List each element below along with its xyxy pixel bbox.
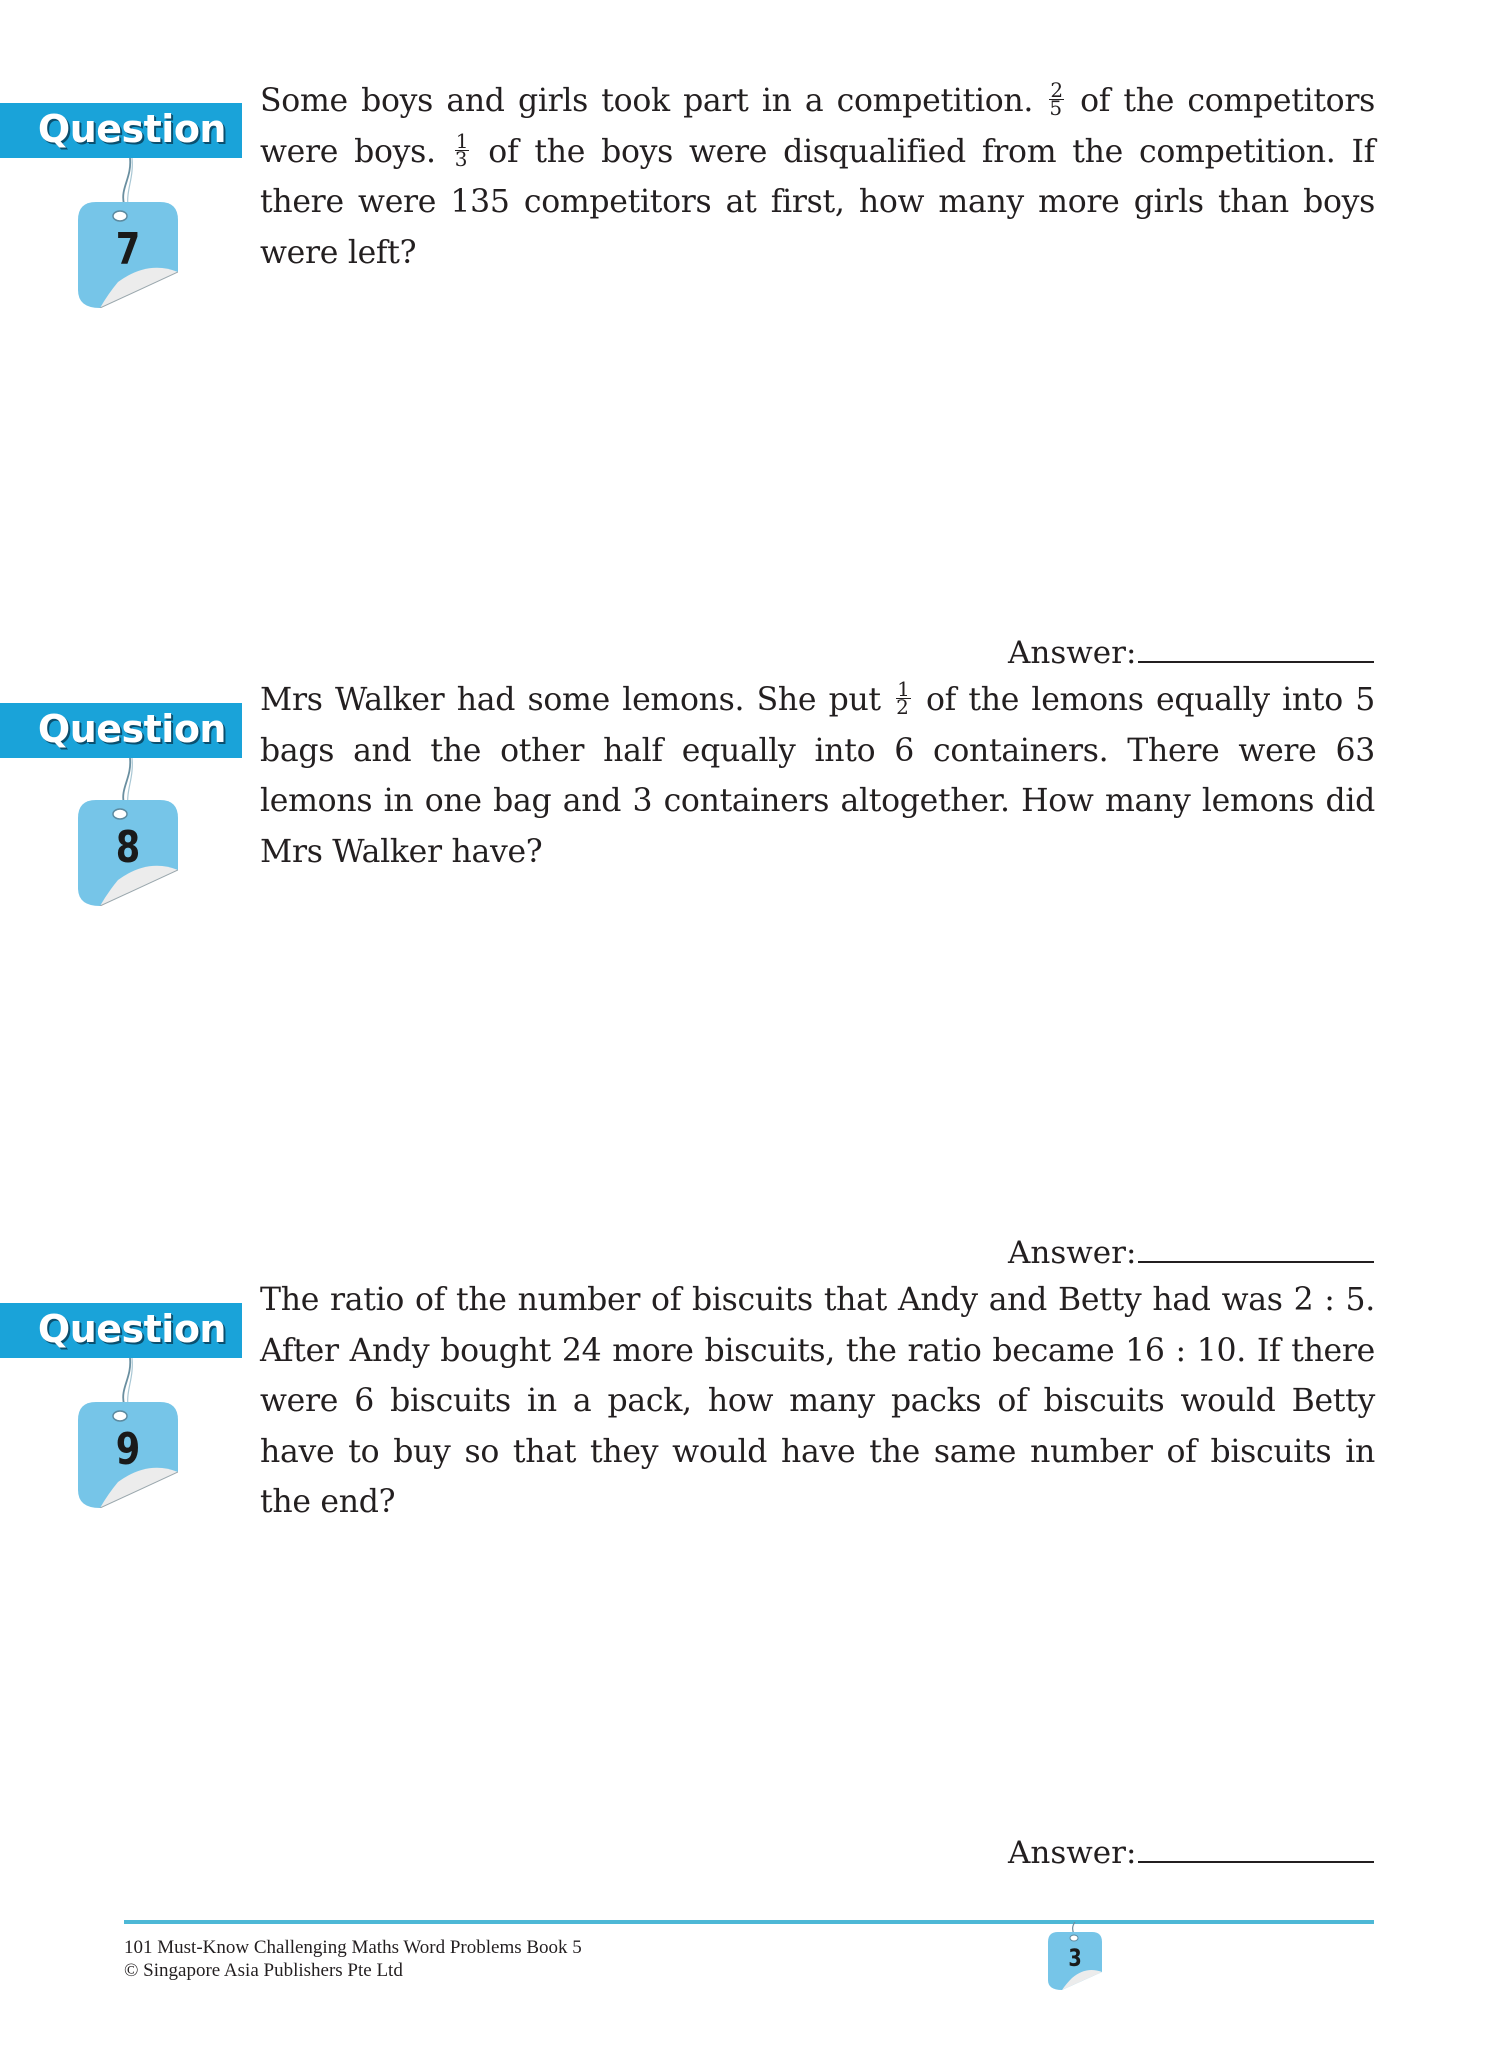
- answer-label: Answer:: [1008, 1835, 1137, 1871]
- copyright: © Singapore Asia Publishers Pte Ltd: [124, 1960, 403, 1981]
- fraction-numerator: 1: [455, 128, 469, 153]
- question-number-tag: [78, 800, 178, 906]
- fraction-numerator: 1: [897, 677, 910, 701]
- question-label: Question: [37, 707, 226, 751]
- fraction: [1049, 78, 1063, 120]
- question-text: [260, 675, 1375, 877]
- fraction: [896, 677, 910, 719]
- book-title: 101 Must-Know Challenging Maths Word Problems Book 5: [124, 1937, 582, 1958]
- question-text-part: of the boys were disqualified from the competition. If there were 135 competitors at first, how many more girls than boys were left?: [260, 133, 1375, 271]
- question-9: [0, 1282, 1505, 1903]
- answer-field[interactable]: [1138, 1861, 1374, 1863]
- question-text-part: of the lemons equally into 5 bags and the other half equally into 6 containers. There were 63 lemons in one bag and 3 containers altogether. How many lemons did Mrs Walker have?: [260, 682, 1375, 870]
- question-banner: [0, 1303, 242, 1358]
- fraction: [454, 128, 469, 171]
- question-text: [260, 1275, 1375, 1528]
- question-number: 7: [115, 224, 141, 275]
- fraction-denominator: 2: [896, 695, 909, 719]
- question-number-tag: [78, 1402, 178, 1508]
- question-number-tag: [78, 202, 178, 308]
- question-text: [260, 76, 1375, 278]
- fraction-denominator: 5: [1049, 96, 1062, 120]
- answer-field[interactable]: [1138, 661, 1374, 663]
- question-banner: [0, 703, 242, 758]
- question-banner: [0, 103, 242, 158]
- question-7: [0, 78, 1505, 703]
- fraction-denominator: 3: [454, 146, 468, 171]
- question-number: 8: [115, 822, 141, 873]
- question-label: Question: [37, 107, 226, 151]
- page-number-tag: [1048, 1922, 1102, 1992]
- question-label: Question: [37, 1307, 226, 1351]
- question-8: [0, 677, 1505, 1303]
- question-text-part: Some boys and girls took part in a competition.: [260, 83, 1034, 119]
- question-text-part: The ratio of the number of biscuits that Andy and Betty had was 2 : 5. After Andy bought 24 more biscuits, the ratio became 16 : 10. If there were 6 biscuits in a pack, how many packs of biscuits would Betty have to buy so that they would have the same number of biscuits in the end?: [260, 1282, 1375, 1520]
- footer-credits: [124, 1936, 582, 1982]
- page-number: 3: [1068, 1944, 1082, 1972]
- question-text-part: Mrs Walker had some lemons. She put: [260, 682, 881, 718]
- answer-field[interactable]: [1138, 1261, 1374, 1263]
- answer-label: Answer:: [1008, 1235, 1137, 1271]
- question-text-part: of the competitors were boys.: [260, 83, 1375, 170]
- footer-divider: [124, 1920, 1374, 1924]
- answer-label: Answer:: [1008, 635, 1137, 671]
- question-number: 9: [115, 1424, 141, 1475]
- fraction-numerator: 2: [1050, 78, 1063, 102]
